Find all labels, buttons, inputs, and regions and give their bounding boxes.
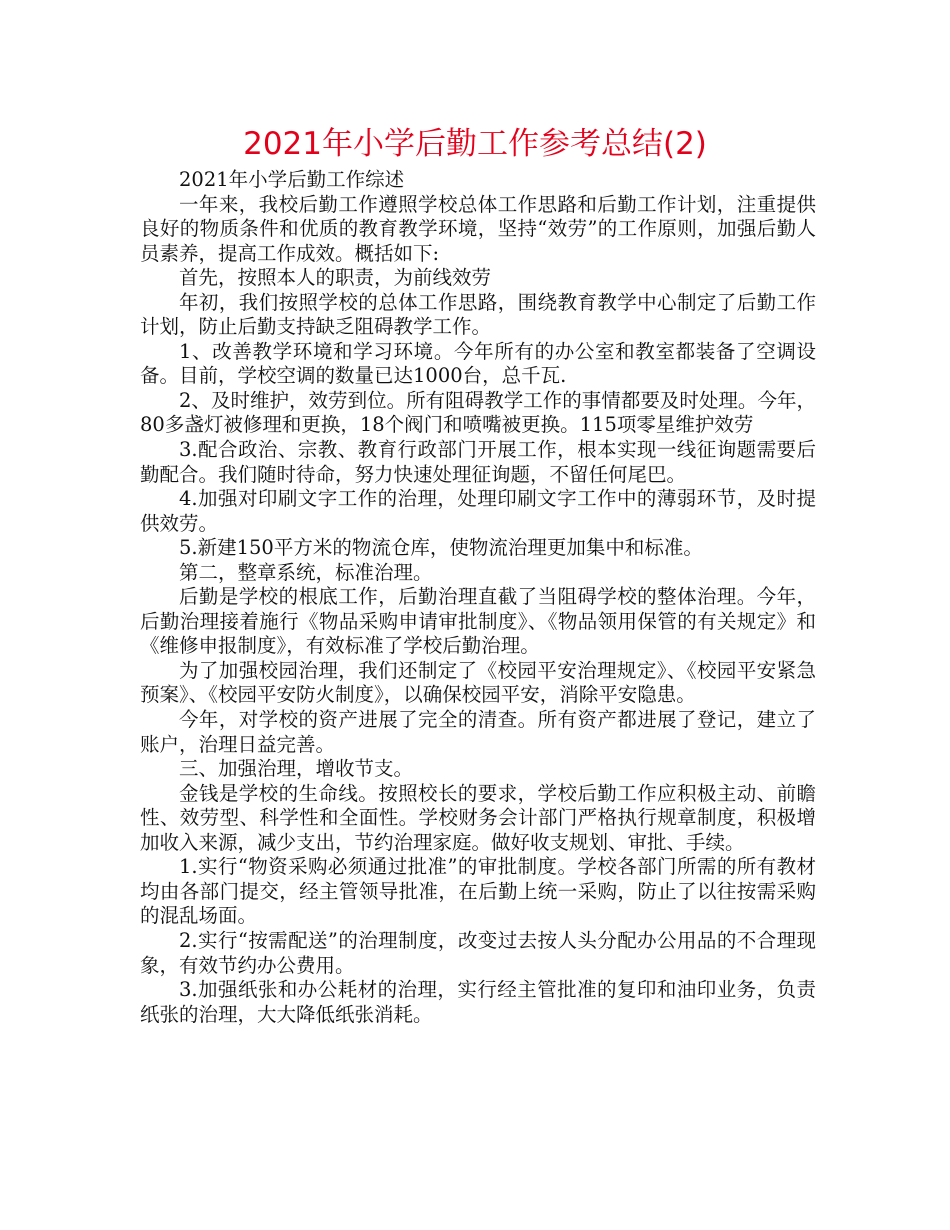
paragraph: 1.实行“物资采购必须通过批准”的审批制度。学校各部门所需的所有教材均由各部门提交，经主管领导批准，在后勤上统一采购，防止了以往按需采购的混乱场面。 xyxy=(140,855,816,928)
paragraph: 一年来，我校后勤工作遵照学校总体工作思路和后勤工作计划，注重提供良好的物质条件和优质的教育教学环境，坚持“效劳”的工作原则，加强后勤人员素养，提高工作成效。概括如下: xyxy=(140,192,816,265)
paragraph: 5.新建150平方米的物流仓库，使物流治理更加集中和标准。 xyxy=(179,536,703,560)
paragraph: 三、加强治理，增收节支。 xyxy=(179,757,414,781)
paragraph: 今年，对学校的资产进展了完全的清查。所有资产都进展了登记，建立了账户，治理日益完善。 xyxy=(140,708,816,756)
paragraph: 首先，按照本人的职责，为前线效劳 xyxy=(179,266,492,290)
paragraph: 3.加强纸张和办公耗材的治理，实行经主管批准的复印和油印业务，负责纸张的治理，大大降低纸张消耗。 xyxy=(140,978,816,1026)
document-body xyxy=(140,168,816,1027)
paragraph: 第二，整章系统，标准治理。 xyxy=(179,560,433,584)
paragraph: 2、及时维护，效劳到位。所有阻碍教学工作的事情都要及时处理。今年，80多盏灯被修理和更换，18个阀门和喷嘴被更换。115项零星维护效劳 xyxy=(140,388,816,437)
paragraph: 1、改善教学环境和学习环境。今年所有的办公室和教室都装备了空调设备。目前，学校空调的数量已达1000台，总千瓦. xyxy=(140,339,816,388)
paragraph: 金钱是学校的生命线。按照校长的要求，学校后勤工作应积极主动、前瞻性、效劳型、科学性和全面性。学校财务会计部门严格执行规章制度，积极增加收入来源，减少支出，节约治理家庭。做好收支规划、审批、手续。 xyxy=(140,781,816,854)
paragraph: 2021年小学后勤工作综述 xyxy=(179,168,405,191)
paragraph: 年初，我们按照学校的总体工作思路，围绕教育教学中心制定了后勤工作计划，防止后勤支持缺乏阻碍教学工作。 xyxy=(140,290,816,339)
paragraph: 2.实行“按需配送”的治理制度，改变过去按人头分配办公用品的不合理现象，有效节约办公费用。 xyxy=(140,928,816,977)
paragraph: 3.配合政治、宗教、教育行政部门开展工作，根本实现一线征询题需要后勤配合。我们随时待命，努力快速处理征询题，不留任何尾巴。 xyxy=(140,438,816,486)
paragraph: 为了加强校园治理，我们还制定了《校园平安治理规定》、《校园平安紧急预案》、《校园平安防火制度》，以确保校园平安，消除平安隐患。 xyxy=(140,658,816,707)
paragraph: 后勤是学校的根底工作，后勤治理直截了当阻碍学校的整体治理。今年，后勤治理接着施行《物品采购申请审批制度》、《物品领用保管的有关规定》和《维修申报制度》，有效标准了学校后勤治理。 xyxy=(140,585,816,658)
paragraph: 4.加强对印刷文字工作的治理，处理印刷文字工作中的薄弱环节，及时提供效劳。 xyxy=(140,487,816,535)
document-title: 2021年小学后勤工作参考总结(2) xyxy=(243,126,707,162)
